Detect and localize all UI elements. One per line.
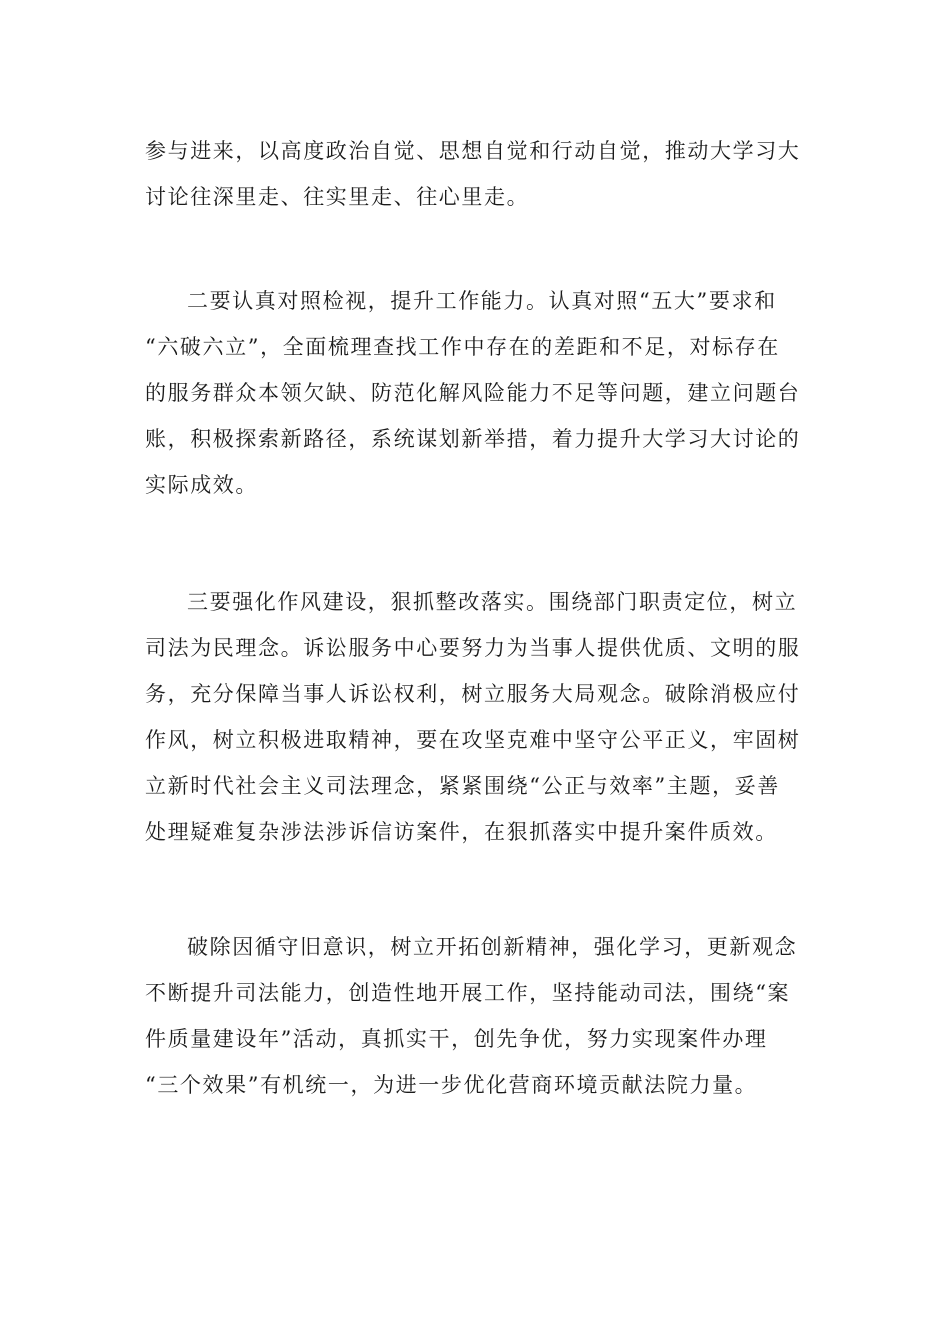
paragraph-continuation [145,128,805,220]
text-line: 司法为民理念。诉讼服务中心要努力为当事人提供优质、文明的服 [145,636,801,660]
text-line: “六破六立”，全面梳理查找工作中存在的差距和不足，对标存在 [145,335,780,359]
text-line: 实际成效。 [145,473,258,497]
text-line: 务，充分保障当事人诉讼权利，树立服务大局观念。破除消极应付 [145,682,801,706]
text-line: 作风，树立积极进取精神，要在攻坚克难中坚守公平正义，牢固树 [145,728,801,752]
paragraph-second-point [145,278,805,508]
text-line: 账，积极探索新路径，系统谋划新举措，着力提升大学习大讨论的 [145,427,801,451]
text-line: “三个效果”有机统一，为进一步优化营商环境贡献法院力量。 [145,1073,758,1097]
text-line: 二要认真对照检视，提升工作能力。认真对照“五大”要求和 [187,289,777,313]
text-line: 参与进来，以高度政治自觉、思想自觉和行动自觉，推动大学习大 [145,139,801,163]
paragraph-third-point [145,579,805,855]
text-line: 的服务群众本领欠缺、防范化解风险能力不足等问题，建立问题台 [145,381,801,405]
text-line: 处理疑难复杂涉法涉诉信访案件，在狠抓落实中提升案件质效。 [145,820,778,844]
text-line: 件质量建设年”活动，真抓实干，创先争优，努力实现案件办理 [145,1027,768,1051]
text-line: 三要强化作风建设，狠抓整改落实。围绕部门职责定位，树立 [187,590,798,614]
text-line: 立新时代社会主义司法理念，紧紧围绕“公正与效率”主题，妥善 [145,774,780,798]
text-line: 不断提升司法能力，创造性地开展工作，坚持能动司法，围绕“案 [145,981,791,1005]
text-line: 破除因循守旧意识，树立开拓创新精神，强化学习，更新观念 [187,935,798,959]
text-line: 讨论往深里走、往实里走、往心里走。 [145,185,530,209]
paragraph-innovation [145,924,805,1108]
